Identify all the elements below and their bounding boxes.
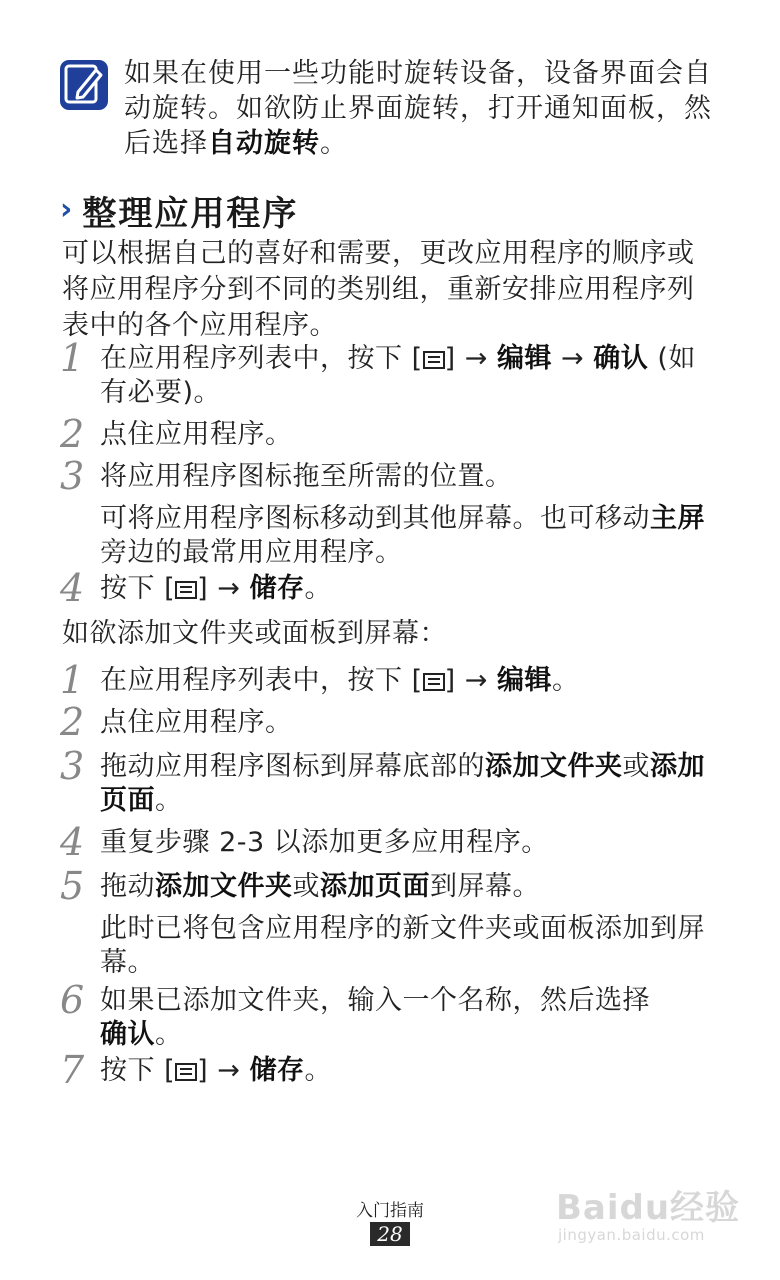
- section-title: 整理应用程序: [82, 193, 299, 234]
- step-number: 6: [60, 978, 85, 1022]
- footer-section-label: 入门指南: [356, 1201, 424, 1221]
- menu-key-icon: [423, 673, 445, 691]
- page-number: 28: [370, 1222, 410, 1246]
- step-text: 点住应用程序。: [100, 707, 293, 738]
- step-number: 3: [60, 744, 85, 788]
- step-subtext: 此时已将包含应用程序的新文件夹或面板添加到屏幕。: [100, 913, 705, 978]
- step-text: 将应用程序图标拖至所需的位置。 可将应用程序图标移动到其他屏幕。也可移动主屏旁边的最常用应用程序。: [100, 460, 720, 570]
- note-pencil-icon: [60, 60, 108, 110]
- section-intro: 可以根据自己的喜好和需要，更改应用程序的顺序或将应用程序分到不同的类别组，重新安排应用程序列表中的各个应用程序。: [62, 238, 695, 341]
- baidu-watermark: [556, 1168, 746, 1248]
- step-number: 2: [60, 412, 85, 456]
- watermark-logo-text: Baidu经验: [556, 1188, 741, 1228]
- step-text: 在应用程序列表中，按下 [ ] → 编辑。: [100, 665, 580, 696]
- chevron-right-icon: ›: [60, 192, 73, 227]
- menu-key-icon: [423, 351, 445, 369]
- step-subtext: 可将应用程序图标移动到其他屏幕。也可移动主屏旁边的最常用应用程序。: [100, 503, 705, 568]
- step-number: 7: [60, 1048, 85, 1092]
- step-number: 1: [60, 336, 85, 380]
- step-number: 4: [60, 566, 85, 610]
- folder-intro: 如欲添加文件夹或面板到屏幕：: [62, 618, 447, 649]
- auto-rotate-label: 自动旋转: [208, 128, 320, 159]
- note-text: 如果在使用一些功能时旋转设备，设备界面会自动旋转。如欲防止界面旋转，打开通知面板，然后选择自动旋转。: [124, 58, 712, 159]
- watermark-url: jingyan.baidu.com: [558, 1226, 705, 1244]
- step-text: 重复步骤 2-3 以添加更多应用程序。: [100, 827, 549, 858]
- step-text: 拖动应用程序图标到屏幕底部的添加文件夹或添加页面。: [100, 751, 705, 816]
- step-text: 拖动添加文件夹或添加页面到屏幕。 此时已将包含应用程序的新文件夹或面板添加到屏幕。: [100, 870, 720, 980]
- menu-key-icon: [175, 581, 197, 599]
- step-text: 点住应用程序。: [100, 419, 293, 450]
- step-text: 在应用程序列表中，按下 [ ] → 编辑 → 确认 (如有必要)。: [100, 343, 696, 408]
- step-number: 1: [60, 658, 85, 702]
- step-text: 按下 [ ] → 储存。: [100, 1055, 332, 1086]
- step-text: 如果已添加文件夹，输入一个名称，然后选择 确认。: [100, 985, 650, 1050]
- section-heading: [60, 188, 298, 232]
- step-text: 按下 [ ] → 储存。: [100, 573, 332, 604]
- step-number: 3: [60, 454, 85, 498]
- menu-key-icon: [175, 1063, 197, 1081]
- step-number: 4: [60, 820, 85, 864]
- step-number: 5: [60, 864, 85, 908]
- step-number: 2: [60, 700, 85, 744]
